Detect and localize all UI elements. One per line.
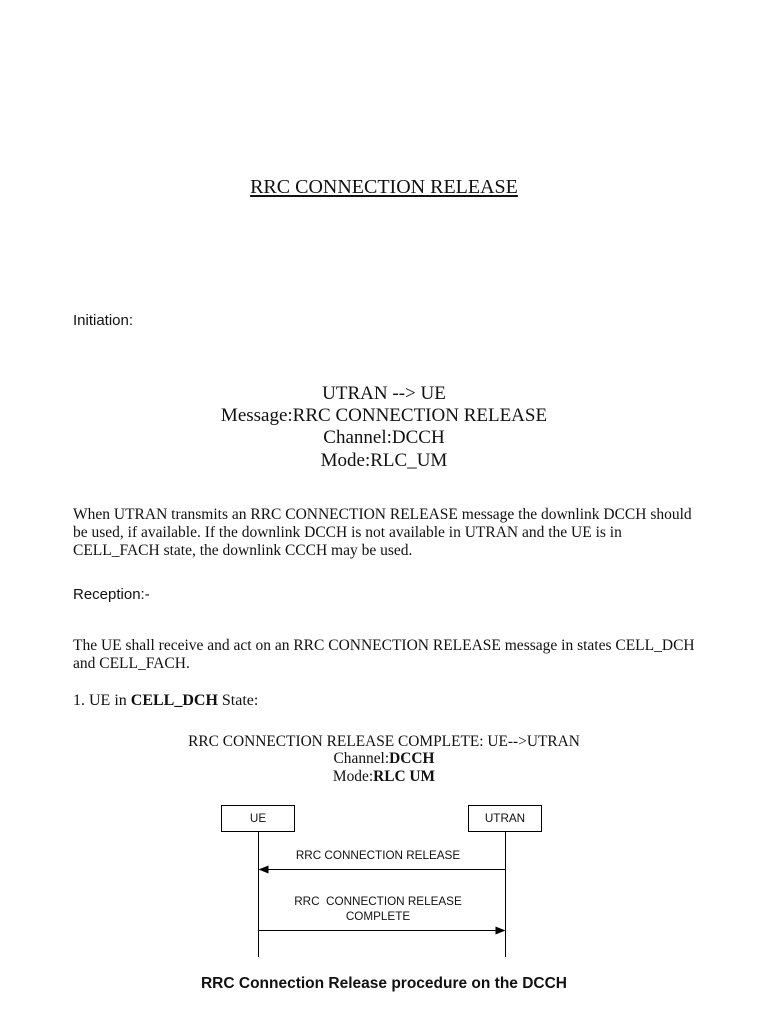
arrow-label: COMPLETE	[345, 910, 411, 923]
paragraph-line: The UE shall receive and act on an RRC CONNECTION RELEASE message in states CELL_DCH	[73, 637, 695, 654]
page-title: RRC CONNECTION RELEASE	[250, 176, 518, 198]
entity-label-ue: UE	[249, 812, 267, 825]
mode-value: RLC UM	[373, 768, 436, 785]
arrow-label: RRC CONNECTION RELEASE	[295, 849, 461, 862]
arrowhead	[259, 866, 269, 874]
case-prefix: 1. UE in	[73, 692, 131, 709]
channel-label: Channel:	[333, 750, 390, 767]
case-state: CELL_DCH	[130, 692, 218, 709]
initiation-heading: Initiation:	[73, 312, 134, 329]
arrow-label: RRC CONNECTION RELEASE	[294, 895, 462, 908]
paragraph-line: be used, if available. If the downlink DCCH is not available in UTRAN and the UE is in	[73, 524, 622, 541]
arrowhead	[496, 927, 506, 935]
case-heading	[73, 691, 258, 711]
diagram-caption: RRC Connection Release procedure on the DCCH	[200, 975, 568, 992]
response-message: RRC CONNECTION RELEASE COMPLETE: UE-->UTRAN	[188, 733, 580, 750]
paragraph-line: and CELL_FACH.	[73, 655, 190, 672]
channel-line: Channel:DCCH	[323, 427, 445, 448]
paragraph-line: CELL_FACH state, the downlink CCCH may be used.	[73, 542, 413, 559]
paragraph-line: When UTRAN transmits an RRC CONNECTION RELEASE message the downlink DCCH should	[73, 506, 692, 523]
mode-label: Mode:	[332, 768, 374, 785]
channel-value: DCCH	[389, 750, 435, 767]
case-suffix: State:	[217, 692, 259, 709]
entity-label-utran: UTRAN	[484, 812, 526, 825]
sequence-diagram	[0, 790, 768, 970]
response-channel	[0, 750, 768, 768]
response-mode	[0, 768, 768, 786]
mode-line: Mode:RLC_UM	[320, 450, 448, 471]
direction-line: UTRAN --> UE	[322, 383, 446, 404]
reception-heading: Reception:-	[73, 586, 150, 603]
message-line: Message:RRC CONNECTION RELEASE	[220, 405, 548, 426]
